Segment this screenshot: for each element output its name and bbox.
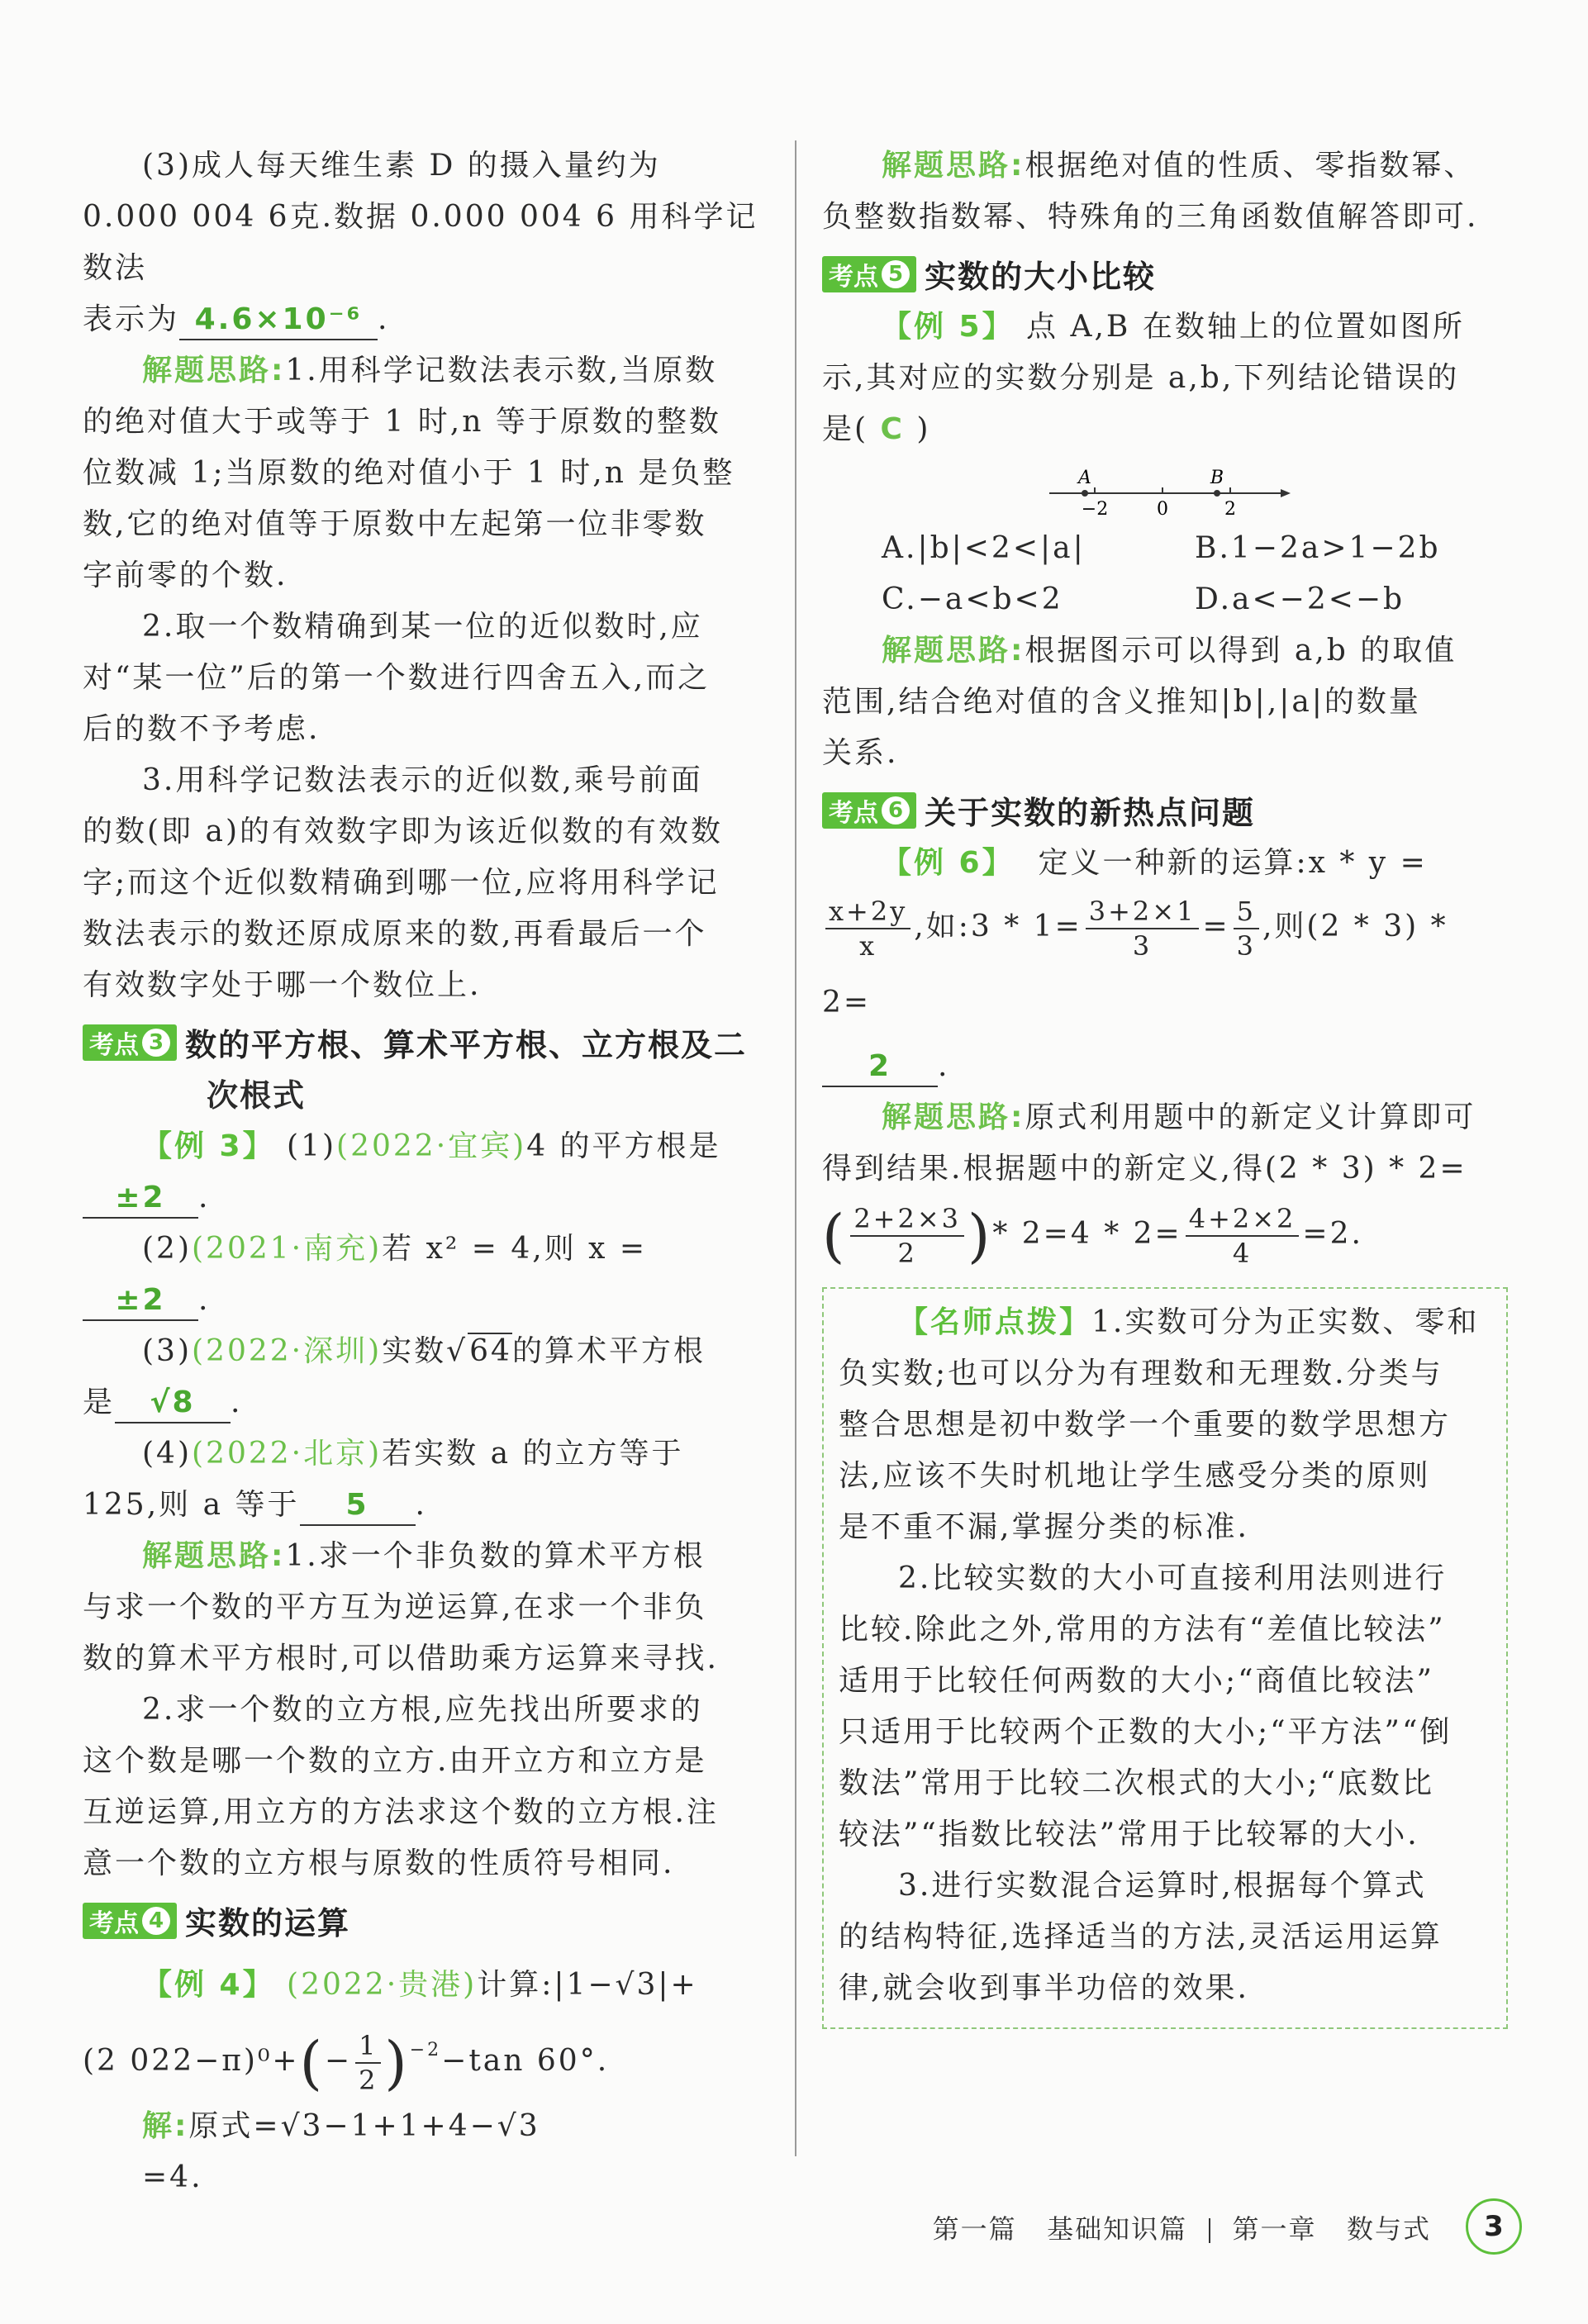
ex5-line2: 示,其对应的实数分别是 a,b,下列结论错误的 (822, 361, 1460, 395)
section-title-cont: 次根式 (207, 1077, 307, 1114)
ex4-line2: (2 022−π)⁰+(− $\frac{1}{2}$ )$^{-2}$−tan 60°. (83, 2029, 610, 2097)
point-B (1214, 490, 1220, 497)
ex5-line1: 【例 5】 点 A,B 在数轴上的位置如图所 (882, 310, 1465, 344)
hint-ex6-line1: 得到结果.根据题中的新定义,得(2 * 3) * 2= (822, 1152, 1467, 1186)
hint-ex5-line1: 范围,结合绝对值的含义推知|b|,|a|的数量 (822, 685, 1421, 719)
section-number: 3 (142, 1029, 170, 1057)
hint2-line2: 后的数不予考虑. (83, 712, 321, 746)
ex4-solution: 解:原式=√3−1+1+4−√3 (142, 2109, 540, 2143)
tick-label-neg2: −2 (1081, 499, 1109, 520)
q3-answer: 4.6×10⁻⁶ (179, 301, 378, 340)
hint-ex3-line0: 解题思路:1.求一个非负数的算术平方根 (142, 1539, 706, 1573)
ex5-line3: 是( C ) (822, 412, 931, 446)
section-number: 4 (142, 1907, 170, 1935)
hint1-line3: 数,它的绝对值等于原数中左起第一位非零数 (83, 507, 707, 541)
point-A (1082, 490, 1088, 497)
example-tag: 【例 3】 (142, 1129, 275, 1163)
section-number: 5 (882, 260, 910, 288)
choice-d: D.a<−2<−b (1195, 582, 1405, 616)
number-line (822, 462, 1508, 520)
hint-ex3b-line2: 互逆运算,用立方的方法求这个数的立方根.注 (83, 1795, 719, 1829)
hint1-line4: 字前零的个数. (83, 558, 288, 592)
tick-label-2: 2 (1224, 499, 1236, 520)
label-B: B (1210, 468, 1224, 488)
hint1-line0: 解题思路:1.用科学记数法表示数,当原数 (142, 354, 718, 387)
ex6-line2: $\frac{x+2y}{x}$ ,如:3 * 1= $\frac{3+2\times 1}{3}$ = $\frac{5}{3}$ ,则(2 * 3) * 2= (822, 896, 1448, 1019)
tip-p2-line2: 适用于比较任何两数的大小;“商值比较法” (839, 1664, 1434, 1698)
footer-chapter: 第一章 (1232, 2213, 1317, 2245)
hint-ex3b-line1: 这个数是哪一个数的立方.由开立方和立方是 (83, 1744, 707, 1778)
tip-p1-line0: 【名师点拨】1.实数可分为正实数、零和 (898, 1305, 1480, 1339)
ex5-answer: C (880, 412, 905, 446)
ex3-part1: 【例 3】 (1)(2022·宜宾)4 的平方根是 (142, 1129, 721, 1163)
source-tag: (2022·贵港) (287, 1968, 478, 2002)
tip-p3-line0: 3.进行实数混合运算时,根据每个算式 (898, 1869, 1427, 1903)
footer-part-name: 基础知识篇 (1047, 2213, 1188, 2245)
solution-label: 解: (142, 2109, 189, 2143)
hint-ex3b-line3: 意一个数的立方根与原数的性质符号相同. (83, 1846, 675, 1880)
section-badge: 考点 6 (822, 792, 916, 829)
tip-p2-line3: 只适用于比较两个正数的大小;“平方法”“倒 (839, 1715, 1452, 1749)
choice-b: B.1−2a>1−2b (1195, 531, 1441, 565)
section-badge: 考点 4 (83, 1903, 177, 1939)
right-column (822, 140, 1508, 2029)
tip-p2-line1: 比较.除此之外,常用的方法有“差值比较法” (839, 1613, 1446, 1647)
ex3-part2-answer: ±2 . (83, 1275, 768, 1326)
hint3-line2: 字;而这个近似数精确到哪一位,应将用科学记 (83, 866, 720, 900)
footer-part: 第一篇 (932, 2213, 1017, 2245)
q3-line2: 0.000 004 6克.数据 0.000 004 6 用科学记数法 (83, 200, 758, 285)
teacher-tip-box (822, 1287, 1508, 2029)
ex3-part1-answer: ±2 . (83, 1172, 768, 1224)
tip-p2-line5: 较法”“指数比较法”常用于比较幂的大小. (839, 1818, 1419, 1851)
footer-breadcrumb (933, 2208, 1431, 2246)
ex3-part4-answer: 125,则 a 等于 5 . (83, 1480, 768, 1531)
q3-line3: 表示为 4.6×10⁻⁶ . (83, 294, 768, 345)
section-title: 实数的运算 (185, 1905, 351, 1941)
hint-ex5-line0: 解题思路:根据图示可以得到 a,b 的取值 (882, 634, 1457, 668)
hint1-line2: 位数减 1;当原数的绝对值小于 1 时,n 是负整 (83, 456, 735, 490)
section-3-heading (83, 1019, 768, 1065)
label-A: A (1078, 468, 1091, 488)
page-footer (0, 2193, 1588, 2260)
section-number: 6 (882, 796, 910, 825)
hint-top-line1: 负整数指数幂、特殊角的三角函数值解答即可. (822, 200, 1479, 234)
ex4-line1: 【例 4】 (2022·贵港)计算:|1−√3|+ (142, 1968, 698, 2002)
section-6-heading (822, 787, 1508, 833)
source-tag: (2021·南充) (192, 1232, 383, 1266)
ex3-part3: (3)(2022·深圳)实数√64的算术平方根 (142, 1334, 706, 1368)
section-4-heading (83, 1898, 768, 1943)
hint-ex3-line2: 数的算术平方根时,可以借助乘方运算来寻找. (83, 1642, 719, 1675)
hint3-line1: 的数(即 a)的有效数字即为该近似数的有效数 (83, 815, 723, 848)
hint-label: 解题思路: (142, 354, 286, 387)
hint3-line3: 数法表示的数还原成原来的数,再看最后一个 (83, 917, 707, 951)
ex3-part2: (2)(2021·南充)若 x² = 4,则 x = (142, 1232, 648, 1266)
q3-line1: (3)成人每天维生素 D 的摄入量约为 (142, 149, 661, 183)
tip-p3-line2: 律,就会收到事半功倍的效果. (839, 1971, 1249, 2005)
hint-ex3-line1: 与求一个数的平方互为逆运算,在求一个非负 (83, 1590, 707, 1624)
page-number: 3 (1466, 2198, 1522, 2255)
ex3-part4: (4)(2022·北京)若实数 a 的立方等于 (142, 1437, 684, 1471)
ex6-line1: 【例 6】 定义一种新的运算:x * y = (882, 846, 1428, 880)
ex5-choices (882, 523, 1508, 625)
ex4-solution-2: =4. (142, 2160, 203, 2194)
hint3-line0: 3.用科学记数法表示的近似数,乘号前面 (142, 763, 703, 797)
column-divider (795, 140, 796, 2156)
tip-p2-line0: 2.比较实数的大小可直接利用法则进行 (898, 1561, 1448, 1595)
choice-c: C.−a<b<2 (882, 582, 1063, 616)
hint-top-line0: 解题思路:根据绝对值的性质、零指数幂、 (882, 149, 1476, 183)
footer-chapter-name: 数与式 (1346, 2213, 1431, 2245)
tip-p1-line1: 负实数;也可以分为有理数和无理数.分类与 (839, 1357, 1443, 1390)
source-tag: (2022·宜宾) (336, 1129, 527, 1163)
tip-p2-line4: 数法”常用于比较二次根式的大小;“底数比 (839, 1766, 1434, 1800)
tip-p3-line1: 的结构特征,选择适当的方法,灵活运用运算 (839, 1920, 1443, 1954)
axis-arrow (1281, 489, 1291, 497)
tip-p1-line3: 法,应该不失时机地让学生感受分类的原则 (839, 1459, 1431, 1493)
tip-p1-line4: 是不重不漏,掌握分类的标准. (839, 1510, 1249, 1544)
choice-a: A.|b|<2<|a| (882, 531, 1086, 565)
left-column (83, 140, 768, 2203)
hint1-line1: 的绝对值大于或等于 1 时,n 等于原数的整数 (83, 405, 721, 439)
section-badge: 考点 5 (822, 256, 916, 292)
ex6-answer: 2 . (822, 1041, 1508, 1092)
hint-ex3b-line0: 2.求一个数的立方根,应先找出所要求的 (142, 1693, 703, 1727)
hint2-line1: 对“某一位”后的第一个数进行四舍五入,而之 (83, 661, 711, 695)
section-title: 数的平方根、算术平方根、立方根及二 (185, 1027, 748, 1063)
hint-ex5-line2: 关系. (822, 736, 899, 770)
hint-ex6-calc: ( $\frac{2+2\times 3}{2}$ )* 2=4 * 2= $\frac{4+2\times 2}{4}$ =2. (822, 1202, 1363, 1270)
section-badge: 考点 3 (83, 1024, 177, 1061)
source-tag: (2022·深圳) (192, 1334, 383, 1368)
footer-separator (1209, 2218, 1210, 2243)
section-title: 关于实数的新热点问题 (925, 795, 1256, 831)
number-line-svg (822, 462, 1508, 520)
section-title: 实数的大小比较 (925, 259, 1157, 295)
tip-p1-line2: 整合思想是初中数学一个重要的数学思想方 (839, 1408, 1452, 1442)
section-5-heading (822, 251, 1508, 297)
tip-tag: 【名师点拨】 (898, 1305, 1092, 1339)
ex3-part3-answer: 是 √8 . (83, 1377, 768, 1428)
hint3-line4: 有效数字处于哪一个数位上. (83, 968, 482, 1002)
hint2-line0: 2.取一个数精确到某一位的近似数时,应 (142, 610, 703, 644)
hint-ex6-line0: 解题思路:原式利用题中的新定义计算即可 (882, 1100, 1476, 1134)
tick-label-0: 0 (1157, 499, 1168, 520)
source-tag: (2022·北京) (192, 1437, 383, 1471)
